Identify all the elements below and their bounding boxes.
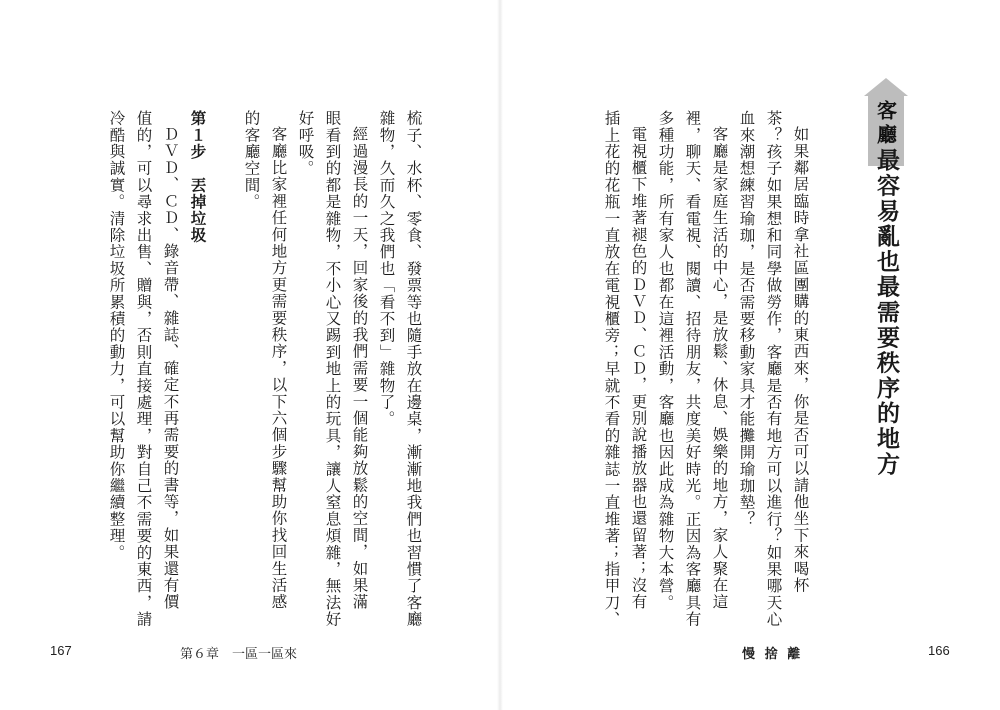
body-column: 如果鄰居臨時拿社區團購的東西來，你是否可以請他坐下來喝杯 [791,126,810,594]
running-title-left: 第６章 一區一區來 [180,646,298,661]
page-number-left: 167 [50,643,72,658]
body-column: 眼看到的都是雜物，不小心又踢到地上的玩具，讓人窒息煩雜，無法好 [323,110,342,628]
running-title-right: 慢 捨 離 [742,646,804,661]
body-column: 電視櫃下堆著褪色的ＤＶＤ、ＣＤ，更別說播放器也還留著；沒有 [629,126,648,611]
body-column: 裡，聊天、看電視、閱讀、招待朋友，共度美好時光。正因為客廳具有 [683,110,702,628]
body-column: 梳子、水杯、零食、發票等也隨手放在邊桌，漸漸地我們也習慣了客廳 [404,110,423,628]
step-heading: 第１步 丟掉垃圾 [188,110,207,244]
body-column: 值的，可以尋求出售、贈與，否則直接處理，對自己不需要的東西，請 [134,110,153,628]
body-column: 冷酷與誠實。清除垃圾所累積的動力，可以幫助你繼續整理。 [107,110,126,561]
body-column: 多種功能，所有家人也都在這裡活動，客廳也因此成為雜物大本營。 [656,110,675,611]
section-heading: 最容易亂也最需要秩序的地方 [873,148,899,477]
body-column: 的客廳空間。 [242,110,261,211]
body-column: 血來潮想練習瑜珈，是否需要移動家具才能攤開瑜珈墊？ [737,110,756,528]
body-column: 好呼吸。 [296,110,315,177]
section-tab-roof [864,78,908,96]
page-number-right: 166 [928,643,950,658]
body-column: 經過漫長的一天，回家後的我們需要一個能夠放鬆的空間，如果滿 [350,126,369,611]
body-column: 插上花的花瓶一直放在電視櫃旁；早就不看的雜誌一直堆著；指甲刀、 [602,110,621,628]
book-gutter [497,0,503,710]
body-column: 客廳是家庭生活的中心，是放鬆、休息、娛樂的地方，家人聚在這 [710,126,729,611]
body-column: 雜物，久而久之我們也「看不到」雜物了。 [377,110,396,428]
section-tab-label: 客廳 [873,100,898,148]
body-column: 客廳比家裡任何地方更需要秩序，以下六個步驟幫助你找回生活感 [269,126,288,611]
body-column: 茶？孩子如果想和同學做勞作，客廳是否有地方可以進行？如果哪天心 [764,110,783,628]
body-column: ＤＶＤ、ＣＤ、錄音帶、雜誌、確定不再需要的書等，如果還有價 [161,126,180,611]
